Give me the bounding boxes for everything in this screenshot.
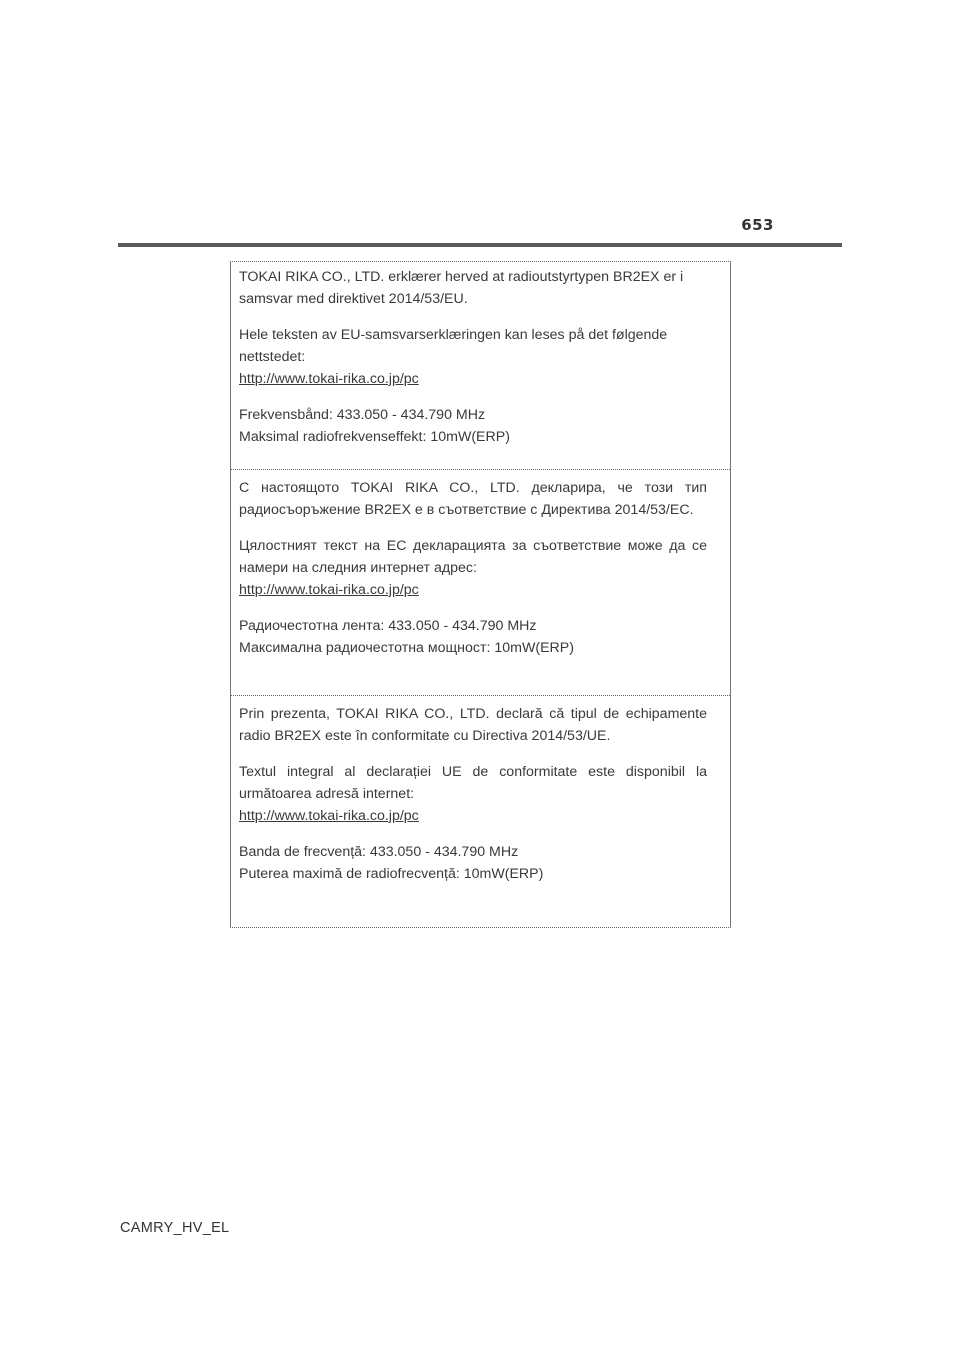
section-bulgarian — [231, 477, 730, 659]
header-rule — [118, 243, 842, 247]
declaration-text: TOKAI RIKA CO., LTD. erklærer herved at radioutstyrtypen BR2EX er i samsvar med direktivet 2014/53/EU. — [239, 269, 684, 307]
frequency-band: Banda de frecvență: 433.050 - 434.790 MHz — [239, 844, 519, 860]
fulltext-note: Textul integral al declarației UE de conformitate este disponibil la următoarea adresă internet: — [239, 764, 707, 802]
url-link-wrap — [239, 368, 707, 390]
footer-code: CAMRY_HV_EL — [120, 1220, 230, 1236]
section-divider — [231, 695, 730, 696]
url-link[interactable]: http://www.tokai-rika.co.jp/pc — [239, 808, 419, 824]
url-link-wrap — [239, 579, 707, 601]
declaration-box — [230, 261, 731, 928]
declaration-text: Prin prezenta, TOKAI RIKA CO., LTD. declară că tipul de echipamente radio BR2EX este în conformitate cu Directiva 2014/53/UE. — [239, 706, 707, 744]
url-link-wrap — [239, 805, 707, 827]
section-norwegian — [231, 266, 730, 448]
section-divider — [231, 469, 730, 470]
fulltext-note: Цялостният текст на ЕС декларацията за съответствие може да се намери на следния интернет адрес: — [239, 538, 707, 576]
url-link[interactable]: http://www.tokai-rika.co.jp/pc — [239, 582, 419, 598]
frequency-band: Радиочестотна лента: 433.050 - 434.790 MHz — [239, 618, 537, 634]
frequency-band: Frekvensbånd: 433.050 - 434.790 MHz — [239, 407, 486, 423]
declaration-text: С настоящото TOKAI RIKA CO., LTD. декларира, че този тип радиосъоръжение BR2EX е в съответствие с Директива 2014/53/ЕС. — [239, 480, 707, 518]
page-number: 653 — [741, 216, 774, 234]
url-link[interactable]: http://www.tokai-rika.co.jp/pc — [239, 371, 419, 387]
max-power: Максимална радиочестотна мощност: 10mW(ERP) — [239, 640, 574, 656]
section-romanian — [231, 703, 730, 885]
max-power: Maksimal radiofrekvenseffekt: 10mW(ERP) — [239, 429, 510, 445]
max-power: Puterea maximă de radiofrecvență: 10mW(ERP) — [239, 866, 544, 882]
fulltext-note: Hele teksten av EU-samsvarserklæringen kan leses på det følgende nettstedet: — [239, 327, 668, 365]
